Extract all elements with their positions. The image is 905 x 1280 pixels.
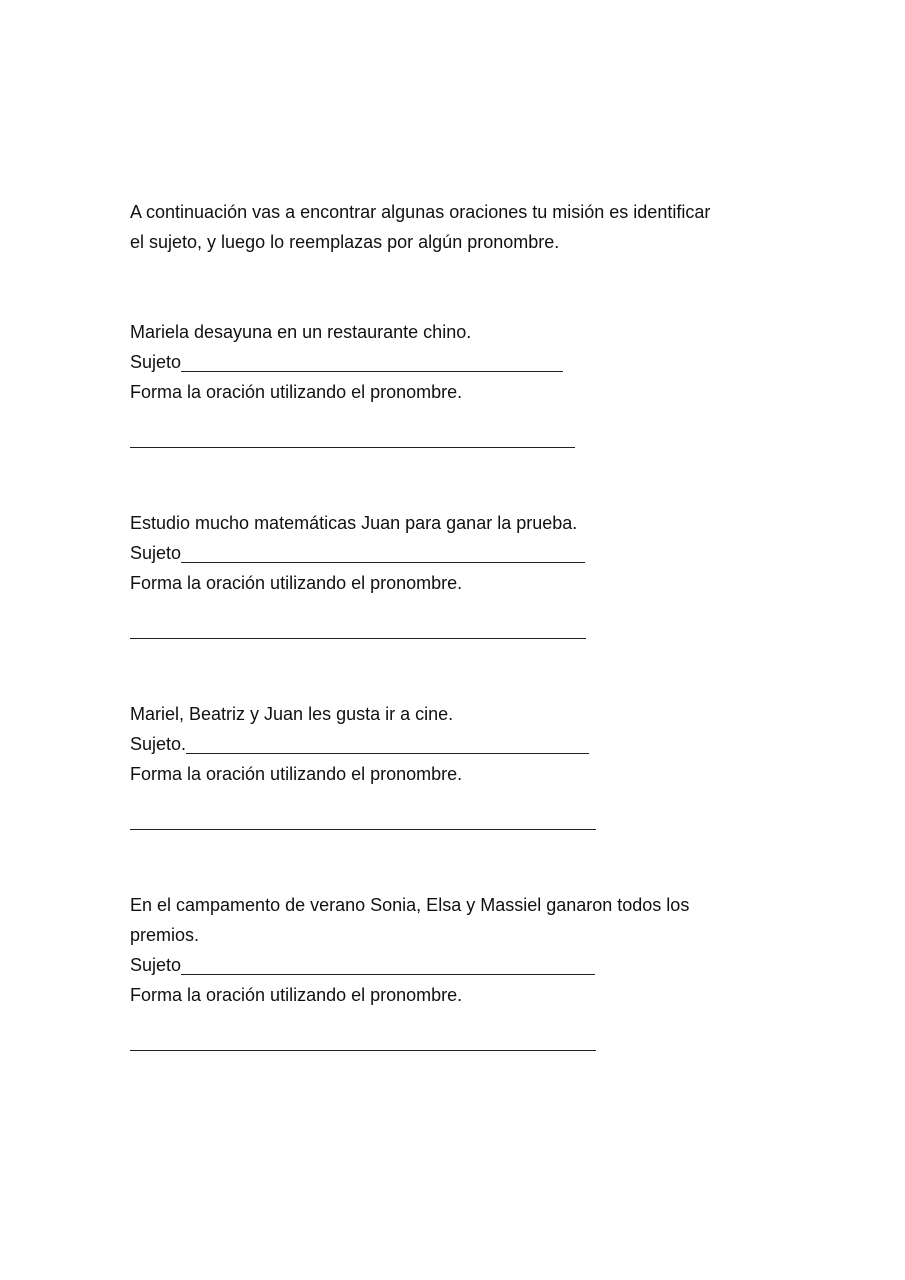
exercise-sentence: Mariela desayuna en un restaurante chino.	[130, 322, 472, 342]
pronoun-instruction: Forma la oración utilizando el pronombre.	[130, 573, 463, 593]
exercise-2	[130, 508, 780, 639]
instructions-paragraph	[130, 197, 780, 257]
pronoun-instruction: Forma la oración utilizando el pronombre.	[130, 382, 463, 402]
exercise-sentence: Estudio mucho matemáticas Juan para ganar la prueba.	[130, 513, 578, 533]
subject-row	[130, 950, 780, 980]
instructions-line-1: A continuación vas a encontrar algunas oraciones tu misión es identificar	[130, 202, 711, 222]
subject-row	[130, 347, 780, 377]
instructions-line-2: el sujeto, y luego lo reemplazas por algún pronombre.	[130, 232, 560, 252]
subject-label: Sujeto.	[130, 734, 187, 754]
pronoun-instruction: Forma la oración utilizando el pronombre.	[130, 985, 463, 1005]
subject-blank[interactable]	[181, 952, 595, 975]
exercise-sentence-line-2: premios.	[130, 925, 200, 945]
subject-blank[interactable]	[181, 540, 585, 563]
exercise-3	[130, 699, 780, 830]
answer-blank[interactable]	[130, 598, 586, 639]
subject-label: Sujeto	[130, 352, 182, 372]
subject-row	[130, 729, 780, 759]
subject-blank[interactable]	[186, 731, 589, 754]
exercise-sentence-line-1: En el campamento de verano Sonia, Elsa y Massiel ganaron todos los	[130, 895, 690, 915]
answer-blank[interactable]	[130, 407, 575, 448]
answer-blank[interactable]	[130, 1010, 596, 1051]
exercise-1	[130, 317, 780, 448]
exercise-sentence: Mariel, Beatriz y Juan les gusta ir a cine.	[130, 704, 454, 724]
subject-label: Sujeto	[130, 955, 182, 975]
answer-blank[interactable]	[130, 789, 596, 830]
subject-row	[130, 538, 780, 568]
pronoun-instruction: Forma la oración utilizando el pronombre.	[130, 764, 463, 784]
exercise-4	[130, 890, 780, 1051]
subject-label: Sujeto	[130, 543, 182, 563]
subject-blank[interactable]	[181, 349, 563, 372]
worksheet-page	[130, 197, 780, 1111]
